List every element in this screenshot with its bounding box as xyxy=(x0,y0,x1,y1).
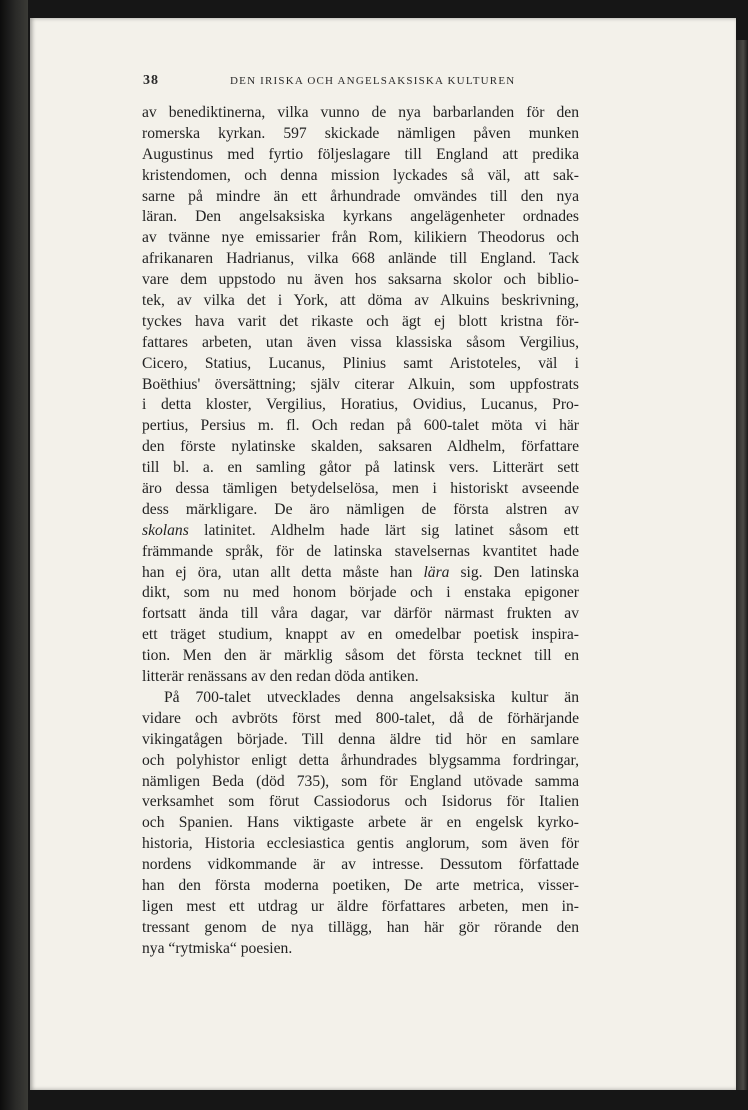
text-line xyxy=(142,395,579,416)
text-line xyxy=(142,521,579,542)
text-segment: Cicero, Statius, Lucanus, Plinius samt Aristoteles, väl i xyxy=(142,354,579,372)
text-line xyxy=(142,646,579,667)
text-segment: tressant genom de nya tillägg, han här gör rörande den xyxy=(142,918,579,936)
text-line xyxy=(142,500,579,521)
text-segment: av benediktinerna, vilka vunno de nya barbarlanden för den xyxy=(142,104,579,121)
text-segment: Augustinus med fyrtio följeslagare till England att predika xyxy=(142,145,579,163)
text-segment: vidare och avbröts först med 800-talet, då de förhärjande xyxy=(142,709,579,727)
text-line xyxy=(142,437,579,458)
text-segment: av tvänne nye emissarier från Rom, kilikiern Theodorus och xyxy=(142,229,579,247)
book-binding xyxy=(0,0,28,1110)
text-line xyxy=(142,249,579,270)
text-segment: sarne på mindre än ett århundrade omvändes till den nya xyxy=(142,187,579,205)
text-segment: verksamhet som förut Cassiodorus och Isidorus för Italien xyxy=(142,793,579,811)
text-line xyxy=(142,772,579,793)
text-segment: ett träget studium, knappt av en omedelbar poetisk inspira- xyxy=(142,626,579,644)
text-line xyxy=(142,918,579,939)
text-segment: han ej öra, utan allt detta måste han xyxy=(142,563,424,581)
text-line xyxy=(142,333,579,354)
text-segment: litterär renässans av den redan döda antiken. xyxy=(142,668,419,686)
text-segment: På 700-talet utvecklades denna angelsaksiska kultur än xyxy=(164,688,579,706)
text-line xyxy=(142,270,579,291)
italic-text: lära xyxy=(423,563,450,581)
text-line xyxy=(142,416,579,437)
text-segment: han den första moderna poetiken, De arte metrica, visser- xyxy=(142,876,579,894)
text-line xyxy=(142,876,579,897)
text-segment: latinitet. Aldhelm hade lärt sig latinet såsom ett xyxy=(188,521,579,539)
text-line xyxy=(142,479,579,500)
text-line xyxy=(142,897,579,918)
text-segment: tion. Men den är märklig såsom det första tecknet till en xyxy=(142,647,579,665)
text-line xyxy=(142,604,579,625)
text-line xyxy=(142,291,579,312)
text-segment: Boëthius' översättning; själv citerar Alkuin, som uppfostrats xyxy=(142,375,579,393)
text-segment: pertius, Persius m. fl. Och redan på 600-talet möta vi här xyxy=(142,417,579,435)
text-segment: främmande språk, för de latinska stavelsernas kvantitet hade xyxy=(142,542,579,560)
text-segment: och Spanien. Hans viktigaste arbete är en engelsk kyrko- xyxy=(142,814,579,832)
text-segment: afrikanaren Hadrianus, vilka 668 anlände till England. Tack xyxy=(142,250,579,268)
text-line xyxy=(142,751,579,772)
page-edge xyxy=(736,40,748,1090)
page-header xyxy=(143,73,583,93)
text-segment: äro dessa tämligen betydelselösa, men i historiskt avseende xyxy=(142,480,579,498)
text-segment: till bl. a. en samling gåtor på latinsk vers. Litterärt sett xyxy=(142,459,579,477)
text-line xyxy=(142,145,579,166)
text-segment: nordens vidkommande är av intresse. Dessutom författade xyxy=(142,856,579,874)
text-line xyxy=(142,855,579,876)
text-segment: historia, Historia ecclesiastica gentis anglorum, som även för xyxy=(142,835,579,853)
text-line xyxy=(142,458,579,479)
book-page xyxy=(30,18,736,1090)
text-line xyxy=(142,207,579,228)
running-head: DEN IRISKA OCH ANGELSAKSISKA KULTUREN xyxy=(230,75,516,87)
text-line xyxy=(142,375,579,396)
text-line xyxy=(142,939,579,960)
text-line xyxy=(142,792,579,813)
text-segment: nämligen Beda (död 735), som för England utövade samma xyxy=(142,772,579,790)
page-number: 38 xyxy=(143,73,159,88)
text-segment: sig. Den latinska xyxy=(449,563,579,581)
text-line xyxy=(142,166,579,187)
text-segment: i detta kloster, Vergilius, Horatius, Ovidius, Lucanus, Pro- xyxy=(142,396,579,414)
text-line xyxy=(142,625,579,646)
text-segment: tyckes hava varit det rikaste och ägt ej blott kristna för- xyxy=(142,312,579,330)
italic-text: skolans xyxy=(142,521,189,539)
text-segment: fortsatt ända till våra dagar, var därför närmast frukten av xyxy=(142,605,579,623)
text-line xyxy=(142,124,579,145)
text-line xyxy=(142,542,579,563)
text-line xyxy=(142,103,579,124)
text-segment: tek, av vilka det i York, att döma av Alkuins beskrivning, xyxy=(142,292,579,310)
text-line xyxy=(142,228,579,249)
text-line xyxy=(142,730,579,751)
text-segment: fattares arbeten, utan även vissa klassiska såsom Vergilius, xyxy=(142,333,579,351)
text-segment: romerska kyrkan. 597 skickade nämligen påven munken xyxy=(142,124,579,142)
text-line xyxy=(142,688,579,709)
text-segment: vikingatågen började. Till denna äldre tid hör en samlare xyxy=(142,730,579,748)
text-segment: vare dem uppstodo nu även hos saksarna skolor och biblio- xyxy=(142,271,579,289)
text-line xyxy=(142,667,579,688)
text-line xyxy=(142,834,579,855)
text-segment: nya “rytmiska“ poesien. xyxy=(142,939,293,957)
text-line xyxy=(142,813,579,834)
text-line xyxy=(142,709,579,730)
text-line xyxy=(142,583,579,604)
text-segment: och polyhistor enligt detta århundrades blygsamma fordringar, xyxy=(142,751,579,769)
text-line xyxy=(142,187,579,208)
text-segment: dess märkligare. De äro nämligen de första alstren av xyxy=(142,500,579,518)
text-line xyxy=(142,563,579,584)
text-segment: kristendomen, och denna mission lyckades så väl, att sak- xyxy=(142,166,579,184)
text-segment: läran. Den angelsaksiska kyrkans angelägenheter ordnades xyxy=(142,208,579,226)
text-segment: dikt, som nu med honom började och i enstaka epigoner xyxy=(142,584,579,602)
body-text xyxy=(142,103,579,960)
text-line xyxy=(142,354,579,375)
text-segment: ligen mest ett utdrag ur äldre författares arbeten, men in- xyxy=(142,897,579,915)
text-line xyxy=(142,312,579,333)
text-segment: den förste nylatinske skalden, saksaren Aldhelm, författare xyxy=(142,438,579,456)
